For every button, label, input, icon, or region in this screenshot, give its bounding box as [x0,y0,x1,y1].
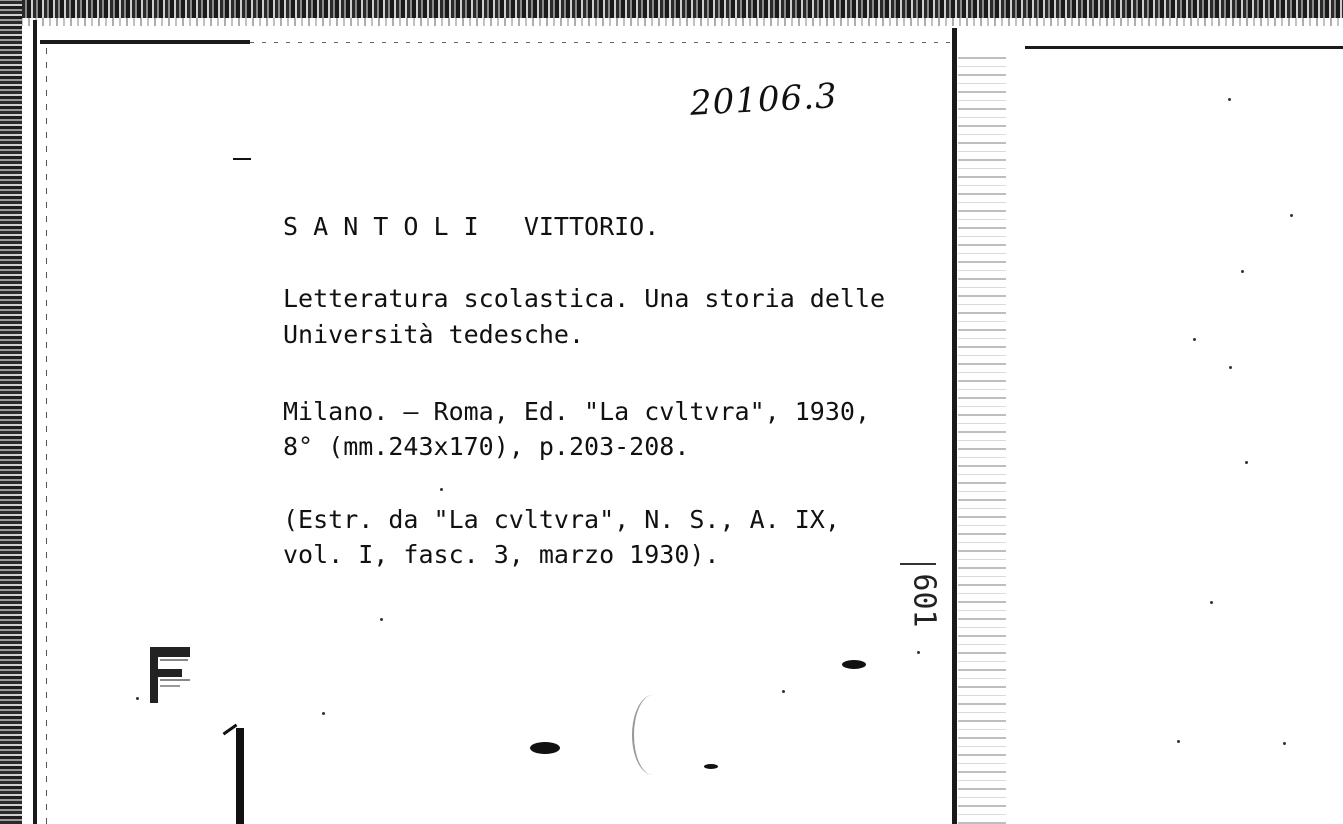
speck [136,697,139,700]
bottom-ink-bar [236,728,244,824]
ink-blot [704,764,718,769]
stamp-dash [900,563,936,565]
handwritten-call-number: 20106.3 [689,76,839,124]
speck [1283,742,1286,745]
card-author: S A N T O L I VITTORIO. [283,212,660,241]
ink-blot [842,660,866,669]
card-title-line-1: Letteratura scolastica. Una storia delle [283,284,886,313]
card-right-edge [952,28,957,824]
speck [782,690,785,693]
card-right-speckle [958,55,1006,824]
card-top-edge [40,40,250,44]
card-left-dotted-rule [46,40,47,824]
stamped-number: 601 [906,573,942,628]
speck [917,651,920,654]
card-left-rule [33,20,37,824]
card-top-dotted-edge [250,42,950,43]
speck [1290,214,1293,217]
card-publication-line-2: 8° (mm.243x170), p.203-208. [283,432,690,461]
scan-top-border-fade [0,18,1343,26]
card-publication-line-1: Milano. — Roma, Ed. "La cvltvra", 1930, [283,397,870,426]
scan-top-border [0,0,1343,18]
scan-left-border [0,0,22,824]
speck [1210,601,1213,604]
speck [440,488,443,491]
card-note-line-2: vol. I, fasc. 3, marzo 1930). [283,540,720,569]
f-stamp-icon [148,643,194,705]
speck [322,712,325,715]
speck [380,618,383,621]
card-note-line-1: (Estr. da "La cvltvra", N. S., A. IX, [283,505,840,534]
speck [1177,740,1180,743]
card-title-line-2: Università tedesche. [283,320,585,349]
speck [1228,98,1231,101]
ink-blot [530,742,560,754]
small-dash-mark [233,158,251,160]
faint-arc-mark [632,695,674,775]
speck [1245,461,1248,464]
adjacent-card-top-edge [1025,46,1343,49]
speck [1193,338,1196,341]
speck [1241,270,1244,273]
speck [1229,366,1232,369]
